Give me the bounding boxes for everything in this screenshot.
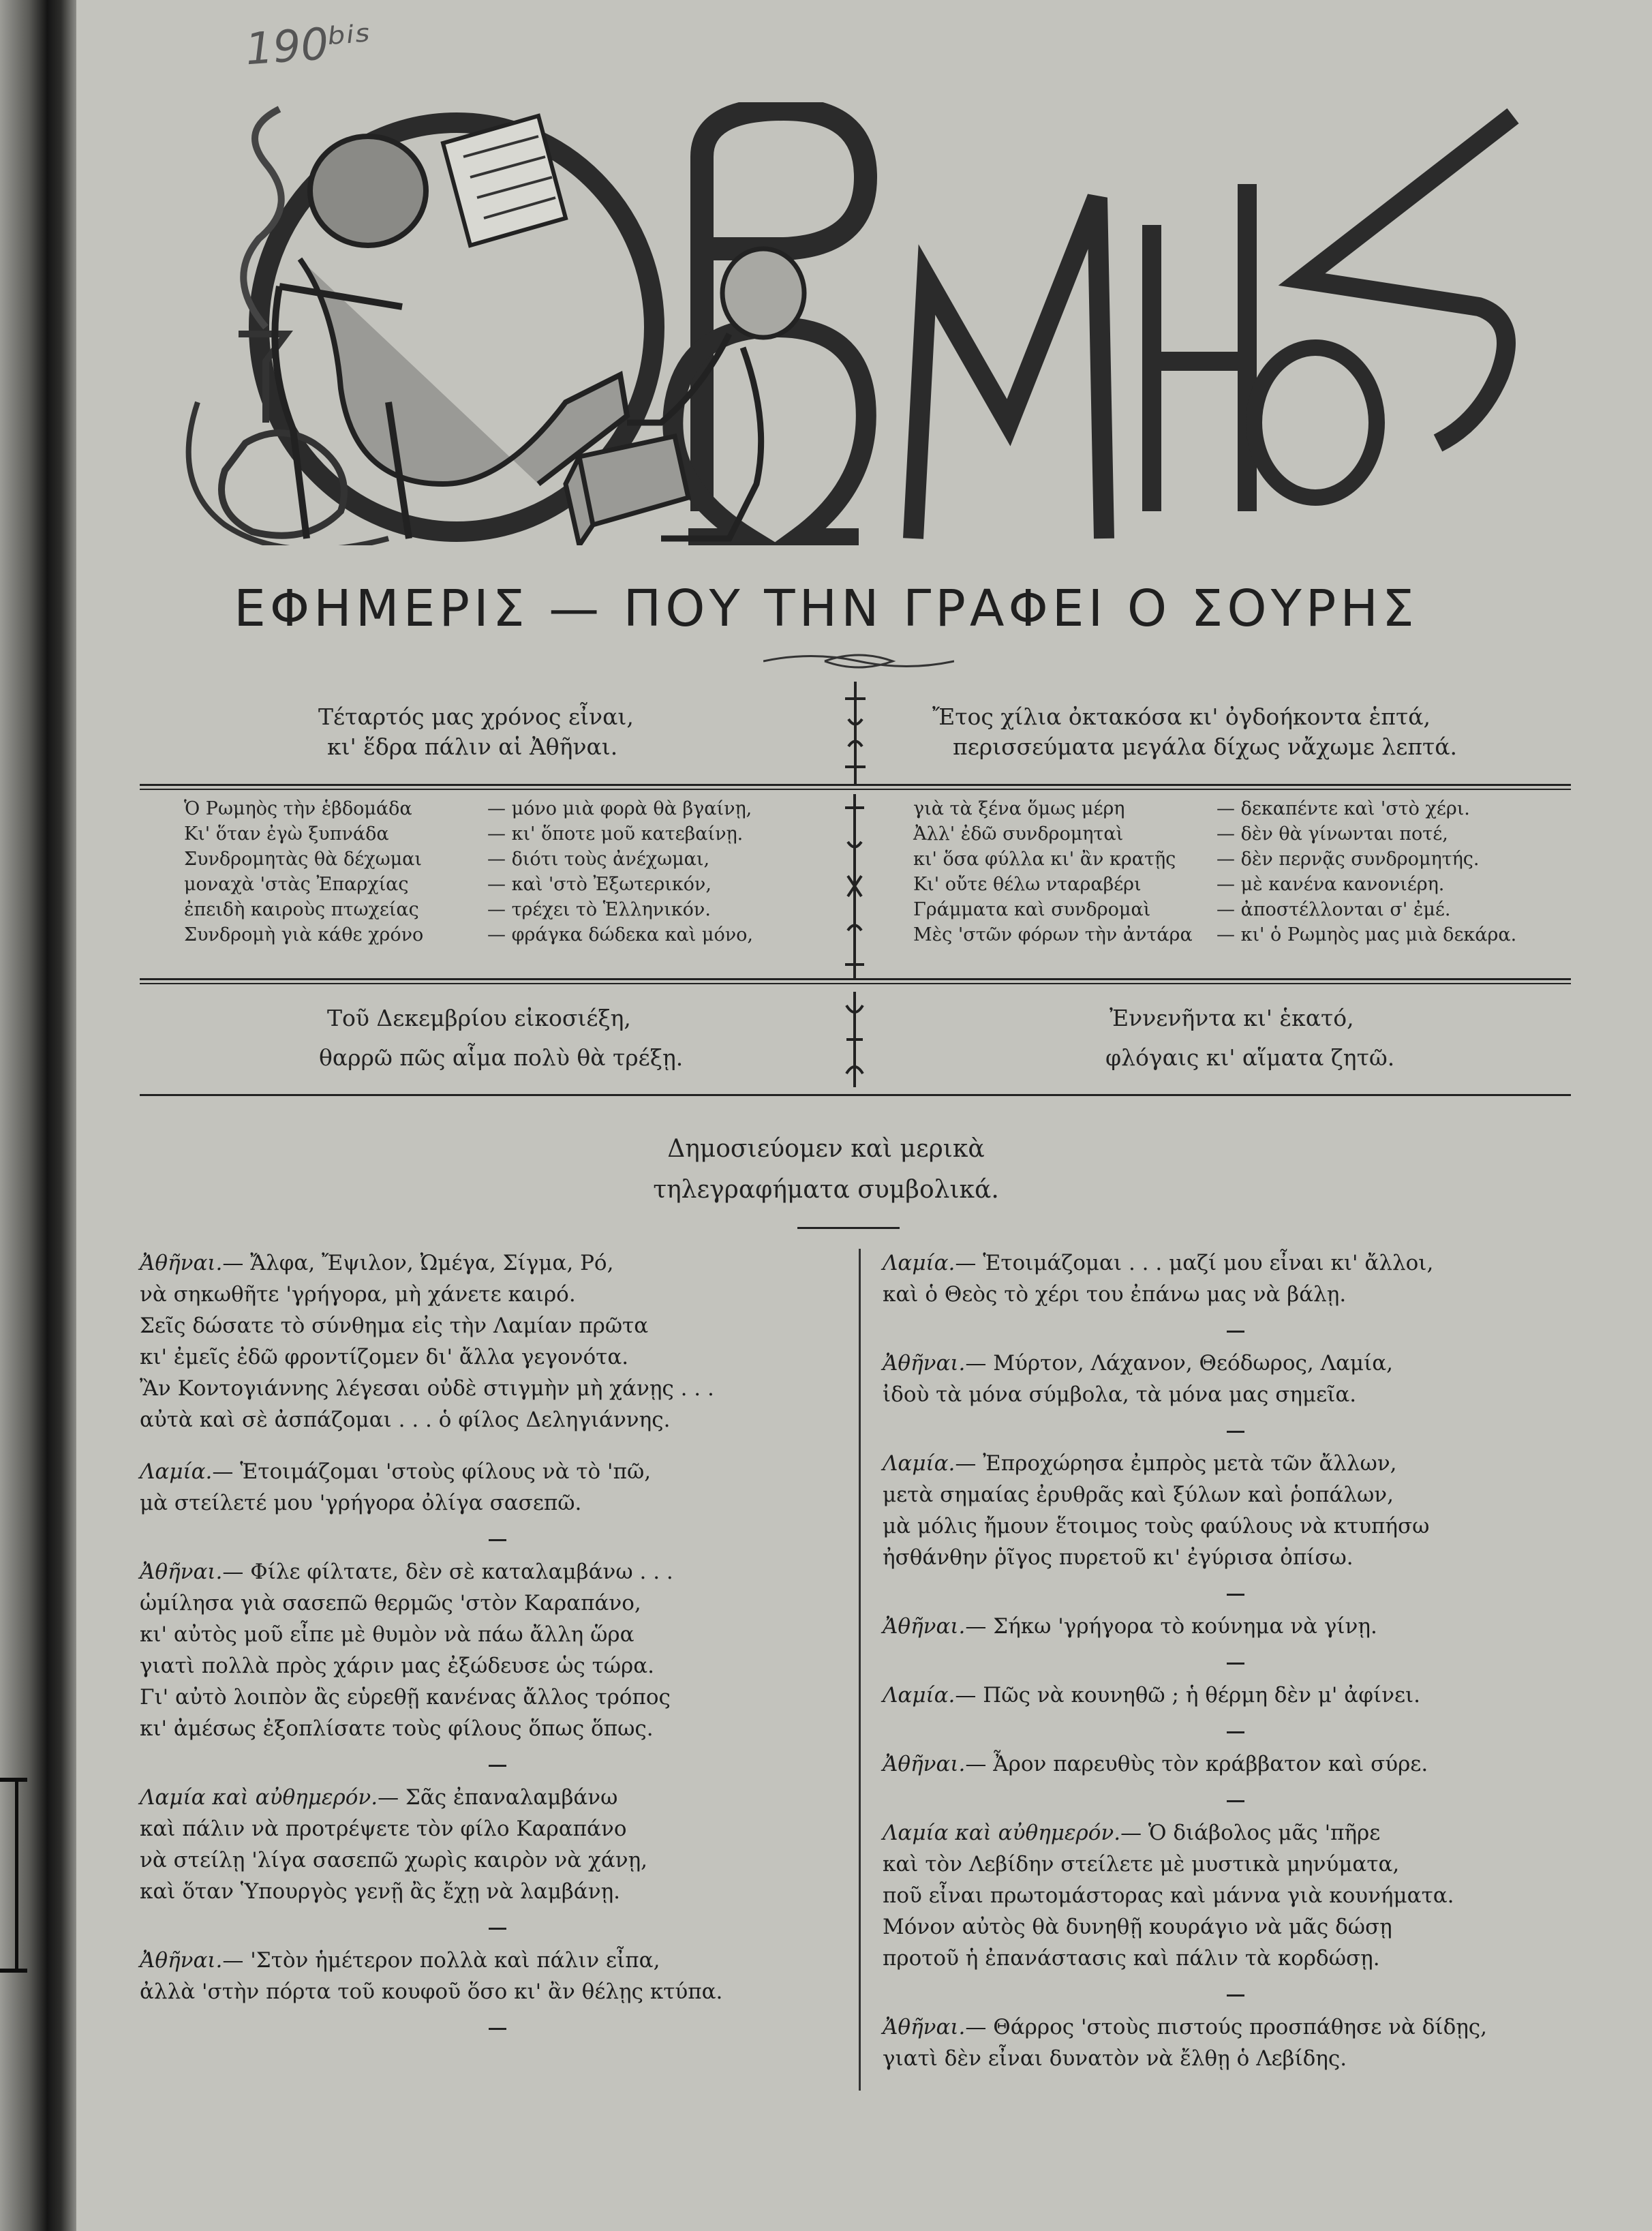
separator-dash (1227, 1431, 1244, 1433)
vertical-ornament-2 (840, 794, 870, 978)
telegram (140, 1782, 821, 1907)
term-a: Συνδρομὴ γιὰ κάθε χρόνο (184, 924, 424, 945)
telegram-line: κι' αὐτὸς μοῦ εἶπε μὲ θυμὸν νὰ πάω ἄλλη ὥρα (140, 1622, 634, 1647)
topline-right-2: περισσεύματα μεγάλα δίχως νἄχωμε λεπτά. (953, 733, 1458, 760)
term-b: — κι' ὁ Ρωμηὸς μας μιὰ δεκάρα. (1217, 924, 1517, 945)
telegram-line: γιατὶ πολλὰ πρὸς χάριν μας ἐξώδευσε ὡς τώρα. (140, 1654, 655, 1678)
rule (140, 789, 1571, 790)
term-a: Κι' οὔτε θέλω νταραβέρι (913, 874, 1142, 895)
man-body-illustration (300, 259, 627, 484)
vertical-ornament-3 (840, 992, 870, 1087)
term-b: — διότι τοὺς ἀνέχωμαι, (487, 849, 710, 870)
telegram-speaker: Λαμία. (883, 1451, 955, 1476)
telegram-line: — Ἑτοιμάζομαι 'στοὺς φίλους νὰ τὸ 'πῶ, (212, 1459, 652, 1484)
topline-right-1: Ἔτος χίλια ὀκτακόσα κι' ὀγδοήκοντα ἑπτά, (932, 703, 1431, 730)
telegram-line: Ἂν Κοντογιάννης λέγεσαι οὐδὲ στιγμὴν μὴ χάνῃς . . . (140, 1376, 714, 1401)
telegram-line: καὶ τὸν Λεβίδην στείλετε μὲ μυστικὰ μηνύματα, (883, 1852, 1400, 1877)
telegram-speaker: Ἀθῆναι. (883, 1614, 966, 1639)
telegram (883, 1448, 1571, 1573)
hookah-illustration (221, 334, 344, 536)
telegram-line: — Σήκω 'γρήγορα τὸ κούνημα νὰ γίνῃ. (965, 1614, 1377, 1639)
telegram-speaker: Ἀθῆναι. (140, 1560, 223, 1584)
binding-clip (0, 1969, 27, 1973)
telegram-line: — Θάρρος 'στοὺς πιστούς προσπάθησε νὰ δίδῃς, (965, 2015, 1488, 2039)
term-a: Κι' ὅταν ἐγὼ ξυπνάδα (184, 823, 389, 845)
telegram-line: γιατὶ δὲν εἶναι δυνατὸν νὰ ἔλθῃ ὁ Λεβίδης. (883, 2046, 1347, 2071)
term-a: Μὲς 'στῶν φόρων τὴν ἀντάρα (913, 924, 1193, 945)
handwritten-folio-note: 190ᵇⁱˢ (243, 16, 373, 76)
rule (140, 1094, 1571, 1096)
rule (140, 784, 1571, 786)
separator-dash (489, 1765, 506, 1767)
term-b: — φράγκα δώδεκα καὶ μόνο, (487, 924, 753, 945)
telegram-speaker: Ἀθῆναι. (140, 1251, 223, 1275)
logo-letter-eta (1152, 184, 1247, 511)
term-a: γιὰ τὰ ξένα ὅμως μέρη (913, 798, 1125, 819)
separator-dash (1227, 1994, 1244, 1997)
term-b: — δὲν θὰ γίνωνται ποτέ, (1217, 823, 1448, 845)
term-a: Ὁ Ρωμηὸς τὴν ἑβδομάδα (184, 798, 412, 819)
logo-letter-m (913, 198, 1104, 538)
section-heading-2: τηλεγραφήματα συμβολικά. (653, 1176, 999, 1204)
telegram-line: ποῦ εἶναι πρωτομάστορας καὶ μάννα γιὰ κουνήματα. (883, 1883, 1454, 1908)
telegram-line: — Φίλε φίλτατε, δὲν σὲ καταλαμβάνω . . . (222, 1560, 673, 1584)
telegram-line: — Ὁ διάβολος μᾶς 'πῆρε (1120, 1821, 1381, 1845)
telegram-speaker: Λαμία καὶ αὐθημερόν. (140, 1785, 378, 1810)
separator-dash (1227, 1594, 1244, 1596)
telegram-line: αὐτὰ καὶ σὲ ἀσπάζομαι . . . ὁ φίλος Δεληγιάννης. (140, 1408, 671, 1432)
telegram-speaker: Λαμία. (883, 1683, 955, 1708)
telegram-column-left (140, 1247, 821, 2045)
term-a: κι' ὅσα φύλλα κι' ἂν κρατῇς (913, 849, 1176, 870)
subscription-terms-left (184, 796, 818, 947)
telegram-speaker: Ἀθῆναι. (883, 1752, 966, 1776)
telegram-line: — Ἑτοιμάζομαι . . . μαζί μου εἶναι κι' ἄλλοι, (955, 1251, 1434, 1275)
telegram-line: Γι' αὐτὸ λοιπὸν ἂς εὑρεθῇ κανένας ἄλλος τρόπος (140, 1685, 671, 1710)
term-b: — κι' ὅποτε μοῦ κατεβαίνῃ. (487, 823, 744, 845)
term-a: μοναχὰ 'στὰς Ἐπαρχίας (184, 874, 409, 895)
telegram-line: — Πῶς νὰ κουνηθῶ ; ἡ θέρμη δὲν μ' ἀφίνει. (955, 1683, 1421, 1708)
telegram (140, 1456, 821, 1519)
telegram (140, 1247, 821, 1436)
telegram (140, 1945, 821, 2007)
telegram (883, 2012, 1571, 2074)
newspaper-subtitle: ΕΦΗΜΕΡΙΣ — ΠΟΥ ΤΗΝ ΓΡΑΦΕΙ Ο ΣΟΥΡΗΣ (234, 579, 1418, 638)
logo-letter-sigma (1302, 116, 1513, 443)
term-b: — μὲ κανένα κανονιέρη. (1217, 874, 1445, 895)
telegram-speaker: Ἀθῆναι. (883, 1351, 966, 1376)
telegram-line: κι' ἀμέσως ἐξοπλίσατε τοὺς φίλους ὅπως ὅπως. (140, 1716, 654, 1741)
telegram (883, 1611, 1571, 1642)
term-a: Συνδρομητὰς θὰ δέχωμαι (184, 849, 422, 870)
telegram (140, 1556, 821, 1744)
rule (140, 978, 1571, 980)
dateline-right-1: Ἐννενῆντα κι' ἑκατό, (1110, 1005, 1354, 1031)
term-b: — καὶ 'στὸ Ἐξωτερικόν, (487, 874, 712, 895)
telegram (883, 1817, 1571, 1974)
telegram-speaker: Λαμία. (140, 1459, 213, 1484)
term-a: ἐπειδὴ καιροὺς πτωχείας (184, 899, 419, 920)
telegram-line: — 'Στὸν ἡμέτερον πολλὰ καὶ πάλιν εἶπα, (222, 1948, 660, 1973)
separator-dash (489, 1928, 506, 1930)
telegram-column-right (883, 1247, 1571, 2095)
logo-letter-small-o (1254, 348, 1377, 498)
topline-left-1: Τέταρτός μας χρόνος εἶναι, (318, 703, 634, 730)
section-heading-1: Δημοσιεύομεν καὶ μερικὰ (667, 1135, 985, 1163)
telegram-line: Μόνον αὐτὸς θὰ δυνηθῇ κουράγιο νὰ μᾶς δώσῃ (883, 1915, 1392, 1939)
telegram-line: Σεῖς δώσατε τὸ σύνθημα εἰς τὴν Λαμίαν πρῶτα (140, 1314, 649, 1338)
telegram-line: ἀλλὰ 'στὴν πόρτα τοῦ κουφοῦ ὅσο κι' ἂν θέλῃς κτύπα. (140, 1979, 723, 2004)
telegram-line: ὡμίλησα γιὰ σασεπῶ θερμῶς 'στὸν Καραπάνο, (140, 1591, 641, 1615)
shoeshine-box-illustration (566, 436, 688, 545)
binding-clip (15, 1778, 18, 1973)
section-rule (797, 1227, 900, 1229)
telegram-line: — Ἐπροχώρησα ἐμπρὸς μετὰ τῶν ἄλλων, (955, 1451, 1397, 1476)
term-b: — τρέχει τὸ Ἑλληνικόν. (487, 899, 711, 920)
telegram-line: προτοῦ ἡ ἐπανάστασις καὶ πάλιν τὰ κορδώσῃ. (883, 1946, 1380, 1971)
binding-clip (0, 1778, 27, 1782)
telegram-line: νὰ στείλῃ 'λίγα σασεπῶ χωρὶς καιρὸν νὰ χάνῃ, (140, 1848, 648, 1872)
telegram-line: καὶ ὅταν Ὑπουργὸς γενῇ ἂς ἔχῃ νὰ λαμβάνῃ. (140, 1879, 620, 1904)
telegram-line: μὰ μόλις ἤμουν ἕτοιμος τοὺς φαύλους νὰ κτυπήσω (883, 1514, 1430, 1538)
telegram (883, 1680, 1571, 1711)
column-divider (859, 1249, 861, 2091)
dateline-right-2: φλόγαις κι' αἵματα ζητῶ. (1105, 1044, 1395, 1071)
book-binding-edge (0, 0, 76, 2231)
separator-dash (1227, 1663, 1244, 1665)
telegram-line: μετὰ σημαίας ἐρυθρᾶς καὶ ξύλων καὶ ῥοπάλων, (883, 1483, 1394, 1507)
telegram-line: νὰ σηκωθῆτε 'γρήγορα, μὴ χάνετε καιρό. (140, 1282, 576, 1307)
term-b: — δὲν περνᾷς συνδρομητής. (1217, 849, 1480, 870)
telegram-line: ἠσθάνθην ῥῖγος πυρετοῦ κι' ἐγύρισα ὀπίσω. (883, 1545, 1353, 1570)
boy-head-illustration (722, 249, 804, 337)
subscription-terms-right (913, 796, 1571, 947)
telegram (883, 1348, 1571, 1410)
telegram-line: — Σᾶς ἐπαναλαμβάνω (378, 1785, 618, 1810)
telegram-line: — Ἆρον παρευθὺς τὸν κράββατον καὶ σύρε. (965, 1752, 1428, 1776)
term-b: — δεκαπέντε καὶ 'στὸ χέρι. (1217, 798, 1470, 819)
telegram-speaker: Λαμία καὶ αὐθημερόν. (883, 1821, 1121, 1845)
man-head-illustration (310, 136, 426, 245)
term-b: — ἀποστέλλονται σ' ἐμέ. (1217, 899, 1451, 920)
flourish-ornament (763, 648, 954, 675)
telegram-line: καὶ ὁ Θεὸς τὸ χέρι του ἐπάνω μας νὰ βάλῃ. (883, 1282, 1347, 1307)
separator-dash (489, 1539, 506, 1541)
separator-dash (1227, 1731, 1244, 1733)
term-b: — μόνο μιὰ φορὰ θὰ βγαίνῃ, (487, 798, 752, 819)
dateline-left-1: Τοῦ Δεκεμβρίου εἰκοσιέξη, (327, 1005, 631, 1031)
rule (140, 983, 1571, 984)
separator-dash (1227, 1331, 1244, 1333)
masthead-logo (184, 102, 1527, 545)
term-a: Γράμματα καὶ συνδρομαὶ (913, 899, 1151, 920)
telegram-speaker: Ἀθῆναι. (883, 2015, 966, 2039)
telegram (883, 1247, 1571, 1310)
telegram (883, 1748, 1571, 1780)
topline-left-2: κι' ἕδρα πάλιν αἱ Ἀθῆναι. (327, 733, 618, 760)
vertical-ornament-1 (838, 682, 872, 784)
term-a: Ἀλλ' ἐδῶ συνδρομηταὶ (913, 823, 1124, 845)
telegram-line: ἰδοὺ τὰ μόνα σύμβολα, τὰ μόνα μας σημεῖα. (883, 1382, 1357, 1407)
separator-dash (489, 2028, 506, 2030)
telegram-line: κι' ἐμεῖς ἐδῶ φροντίζομεν δι' ἄλλα γεγονότα. (140, 1345, 629, 1369)
separator-dash (1227, 1800, 1244, 1802)
telegram-speaker: Ἀθῆναι. (140, 1948, 223, 1973)
telegram-line: — Μύρτον, Λάχανον, Θεόδωρος, Λαμία, (965, 1351, 1394, 1376)
telegram-line: — Ἄλφα, Ἔψιλον, Ὠμέγα, Σίγμα, Ρό, (222, 1251, 614, 1275)
telegram-speaker: Λαμία. (883, 1251, 955, 1275)
telegram-line: καὶ πάλιν νὰ προτρέψετε τὸν φίλο Καραπάνο (140, 1817, 627, 1841)
dateline-left-2: θαρρῶ πῶς αἷμα πολὺ θὰ τρέξῃ. (319, 1044, 684, 1071)
telegram-line: μὰ στείλετέ μου 'γρήγορα ὀλίγα σασεπῶ. (140, 1491, 582, 1515)
